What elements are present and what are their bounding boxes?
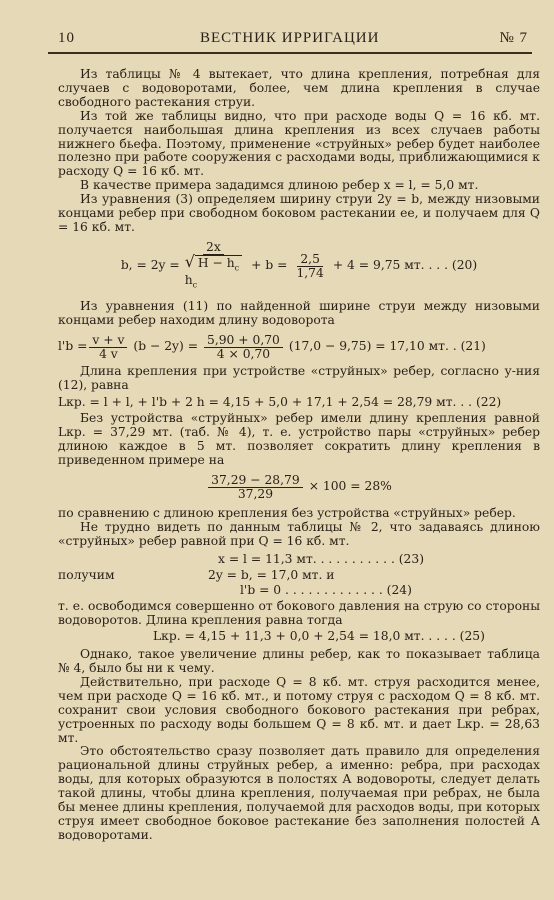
paragraph: Из уравнения (3) определяем ширину струи 2y = b, между низовыми концами ребер при свободном боковом растекании ее, и получаем для Q = 16 кб. мт. <box>58 192 540 234</box>
paragraph: Действительно, при расходе Q = 8 кб. мт. струя расходится менее, чем при расходе Q = 16 кб. мт., и потому струя с расходом Q = 8 кб. мт. сохранит свои условия свободного бокового растекания при ребрах, устроенных по расходу воды большем Q = 8 кб. мт. и дает Lкр. = 28,63 мт. <box>58 674 540 745</box>
paragraph: Длина крепления при устройстве «струйных» ребер, согласно у-ния (12), равна <box>58 363 540 392</box>
paragraph: Не трудно видеть по данным таблицы № 2, что задаваясь длиною «струйных» ребер равной при Q = 16 кб. мт. <box>58 519 540 548</box>
equation-21: l'b = $\frac{v + v}{4 v}$ (b − 2y) = $\frac{5,90 + 0,70}{4 \times 0,70}$ (17,0 − 9,75) = 17,10 мт. . (21) <box>58 332 486 361</box>
paragraph: В качестве примера зададимся длиною ребер x = l, = 5,0 мт. <box>80 178 479 193</box>
equation-22: Lкр. = l + l, + l'b + 2 h = 4,15 + 5,0 + 17,1 + 2,54 = 28,79 мт. . . (22) <box>58 395 502 410</box>
header-rule <box>48 52 532 54</box>
issue-number: № 7 <box>499 30 528 46</box>
paragraph: Без устройства «струйных» ребер имели длину крепления равной Lкр. = 37,29 мт. (таб. № 4), т. е. устройство пары «струйных» ребер длиною каждое в 5 мт. позволяет сократить длину крепления в приведенном примере на <box>58 411 540 468</box>
paragraph: по сравнению с длиною крепления без устройства «струйных» ребер. <box>58 505 516 520</box>
article-body <box>58 68 540 843</box>
page-header <box>48 30 528 50</box>
equation-25: Lкр. = 4,15 + 11,3 + 0,0 + 2,54 = 18,0 мт. . . . . (25) <box>153 629 485 644</box>
journal-title: ВЕСТНИК ИРРИГАЦИИ <box>200 30 380 46</box>
equation-24: l'b = 0 . . . . . . . . . . . . . (24) <box>240 583 412 598</box>
equation-obtain: получим 2y = b, = 17,0 мт. и <box>58 567 335 582</box>
paragraph: т. е. освободимся совершенно от бокового давления на струю со стороны водоворотов. Длина крепления равна тогда <box>58 599 540 628</box>
equation-23: x = l = 11,3 мт. . . . . . . . . . . (23) <box>218 551 425 566</box>
equation-20: b, = 2y = 2x √ $H - h_c$ $h_c$ + b = $\frac{2,5}{1,74}$ + 4 = 9,75 мт. . . . (20) <box>120 239 478 290</box>
reduction-ratio: $\frac{37,29 - 28,79}{37,29}$ × 100 = 28% <box>58 474 540 501</box>
paragraph: Из той же таблицы видно, что при расходе воды Q = 16 кб. мт. получается наибольшая длина крепления из всех случаев работы нижнего бьефа. Поэтому, применение «струйных» ребер будет наиболее полезно при работе сооружения с расходами воды, приближающимися к расходу Q = 16 кб. мт. <box>58 108 540 179</box>
paragraph: Из уравнения (11) по найденной ширине струи между низовыми концами ребер находим длину водоворота <box>58 298 540 327</box>
paragraph: Однако, такое увеличение длины ребер, как то показывает таблица № 4, было бы ни к чему. <box>58 647 540 675</box>
paragraph: Из таблицы № 4 вытекает, что длина крепления, потребная для случаев с водоворотами, более, чем длина крепления в случае свободного растекания струи. <box>58 67 540 109</box>
paragraph: Это обстоятельство сразу позволяет дать правило для определения рациональной длины струйных ребер, а именно: ребра, при расходах воды, для которых образуются в полостях А водовороты, следует делать такой длины, чтобы длина крепления, получаемая при ребрах, не была бы менее длины крепления, получаемой для расходов воды, при которых струя имеет свободное боковое растекание без заполнения полостей А водоворотами. <box>58 744 540 842</box>
page-number: 10 <box>58 30 75 46</box>
